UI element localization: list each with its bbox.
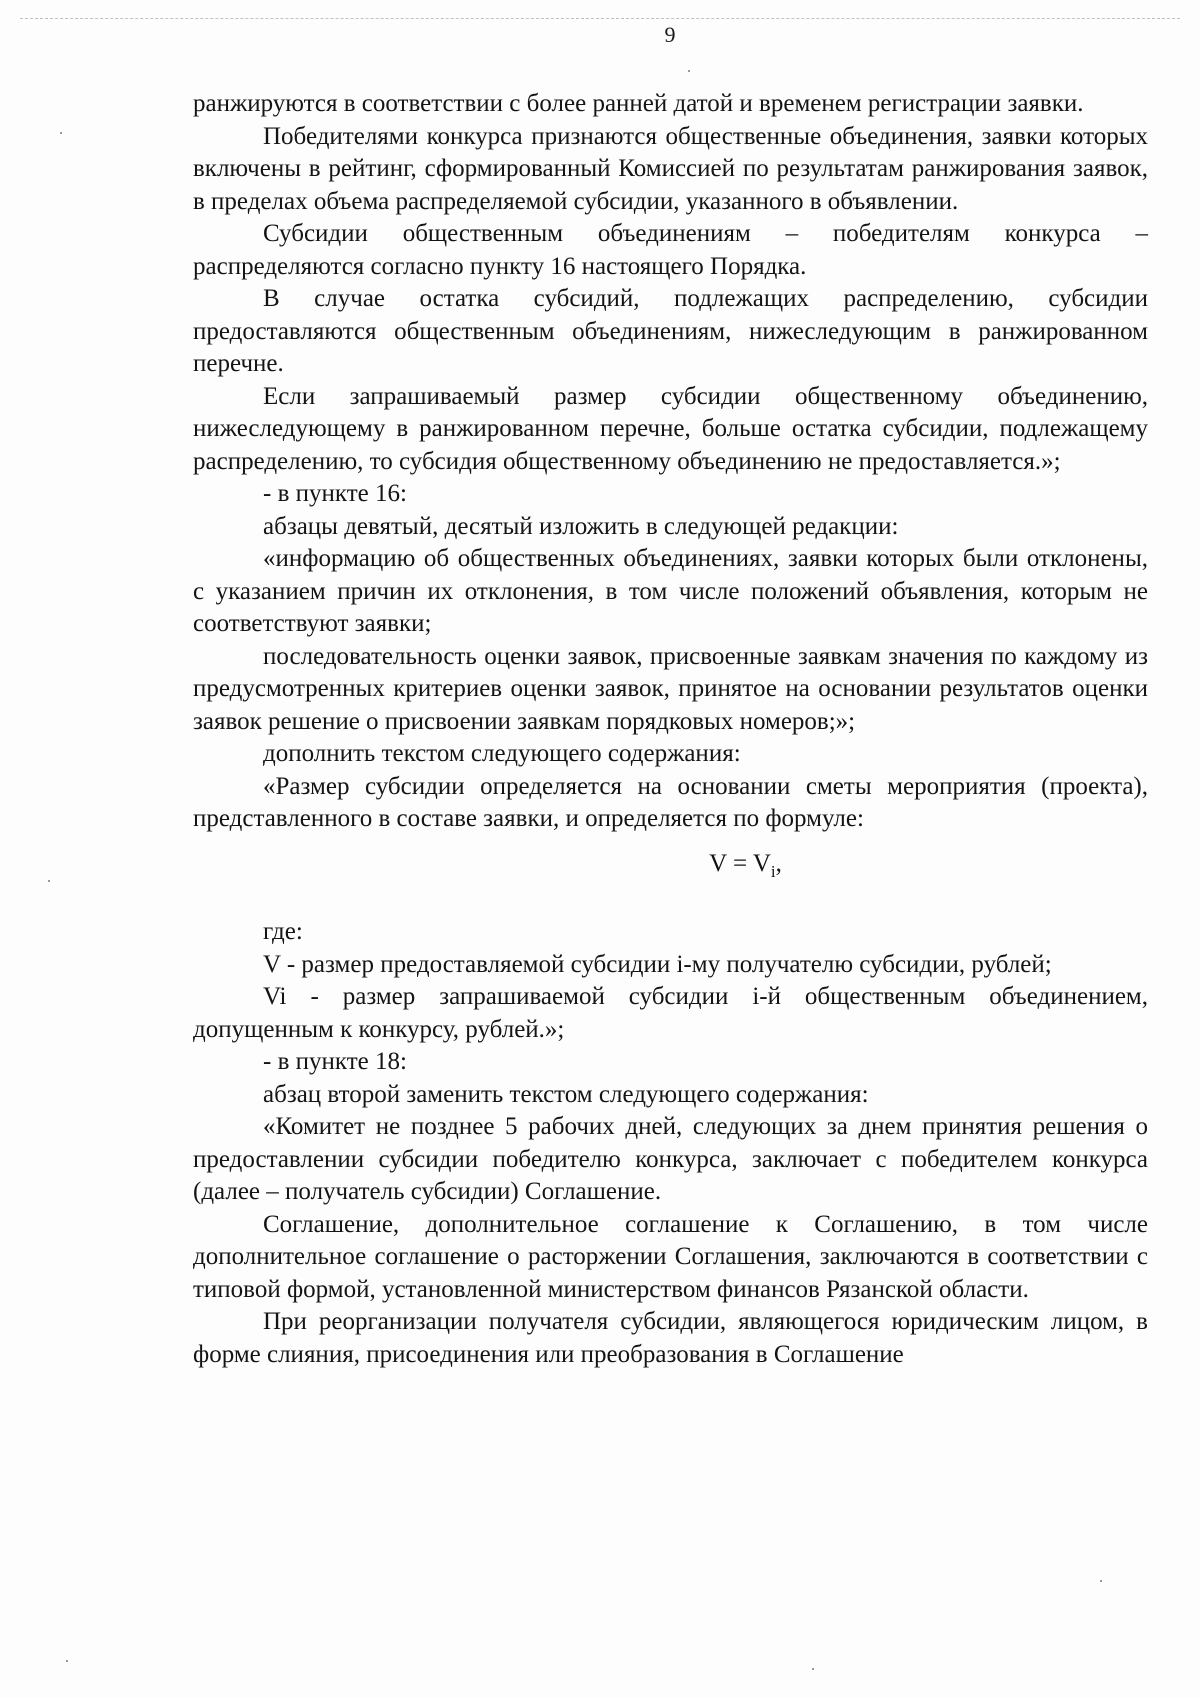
formula-tail: , [775, 849, 782, 877]
paragraph: ранжируются в соответствии с более ранней датой и временем регистрации заявки. [193, 90, 1084, 117]
scan-speck [60, 132, 62, 134]
paragraph: Соглашение, дополнительное соглашение к Соглашению, в том числе дополнительное соглашение о расторжении Соглашения, заключаются в соответствии с типовой формой, установленной министерством финансов Рязанской области. [193, 1210, 1148, 1303]
paragraph: V - размер предоставляемой субсидии i-му получателю субсидии, рублей; [263, 950, 1052, 978]
formula [193, 848, 1148, 889]
scan-speck [1100, 1580, 1102, 1582]
paragraph: абзац второй заменить текстом следующего содержания: [263, 1080, 869, 1108]
paragraph: Vi - размер запрашиваемой субсидии i-й общественным объединением, допущенным к конкурсу, рублей.»; [193, 983, 1148, 1043]
paragraph: где: [263, 918, 303, 945]
paragraph: - в пункте 16: [263, 480, 407, 507]
paragraph: - в пункте 18: [263, 1048, 407, 1075]
paragraph: «Комитет не позднее 5 рабочих дней, следующих за днем принятия решения о предоставлении субсидии победителю конкурса, заключает с победителем конкурса (далее – получатель субсидии) Соглашение. [193, 1113, 1148, 1205]
formula-main: V = V [709, 849, 771, 877]
paragraph: Если запрашиваемый размер субсидии общественному объединению, нижеследующему в ранжированном перечне, больше остатка субсидии, подлежащему распределению, то субсидия общественному объединению не предоставляется.»; [193, 382, 1148, 475]
paragraph: Победителями конкурса признаются общественные объединения, заявки которых включены в рейтинг, сформированный Комиссией по результатам ранжирования заявок, в пределах объема распределяемой субсидии, указанного в объявлении. [193, 122, 1148, 215]
paragraph: абзацы девятый, десятый изложить в следующей редакции: [263, 512, 899, 540]
formula-subscript: i [770, 861, 776, 881]
paragraph: дополнить текстом следующего содержания: [263, 740, 741, 767]
paragraph: «информацию об общественных объединениях, заявки которых были отклонены, с указанием причин их отклонения, в том числе положений объявления, которым не соответствуют заявки; [193, 545, 1148, 637]
paragraph: «Размер субсидии определяется на основании сметы мероприятия (проекта), представленного в составе заявки, и определяется по формуле: [193, 772, 1148, 832]
scan-speck [48, 880, 50, 882]
scan-speck [688, 70, 690, 72]
paragraph: В случае остатка субсидий, подлежащих распределению, субсидии предоставляются общественным объединениям, нижеследующим в ранжированном перечне. [193, 285, 1148, 377]
paragraph: последовательность оценки заявок, присвоенные заявкам значения по каждому из предусмотренных критериев оценки заявок, принятое на основании результатов оценки заявок решение о присвоении заявкам порядковых номеров;»; [193, 642, 1148, 735]
page-number: 9 [664, 22, 676, 47]
scan-speck [66, 1660, 68, 1662]
document-body [193, 88, 1148, 1371]
paragraph: При реорганизации получателя субсидии, являющегося юридическим лицом, в форме слияния, присоединения или преобразования в Соглашение [193, 1308, 1148, 1368]
paragraph: Субсидии общественным объединениям – победителям конкурса – распределяются согласно пункту 16 настоящего Порядка. [193, 220, 1148, 280]
scan-top-edge [20, 18, 1180, 19]
scan-speck [812, 1668, 814, 1670]
